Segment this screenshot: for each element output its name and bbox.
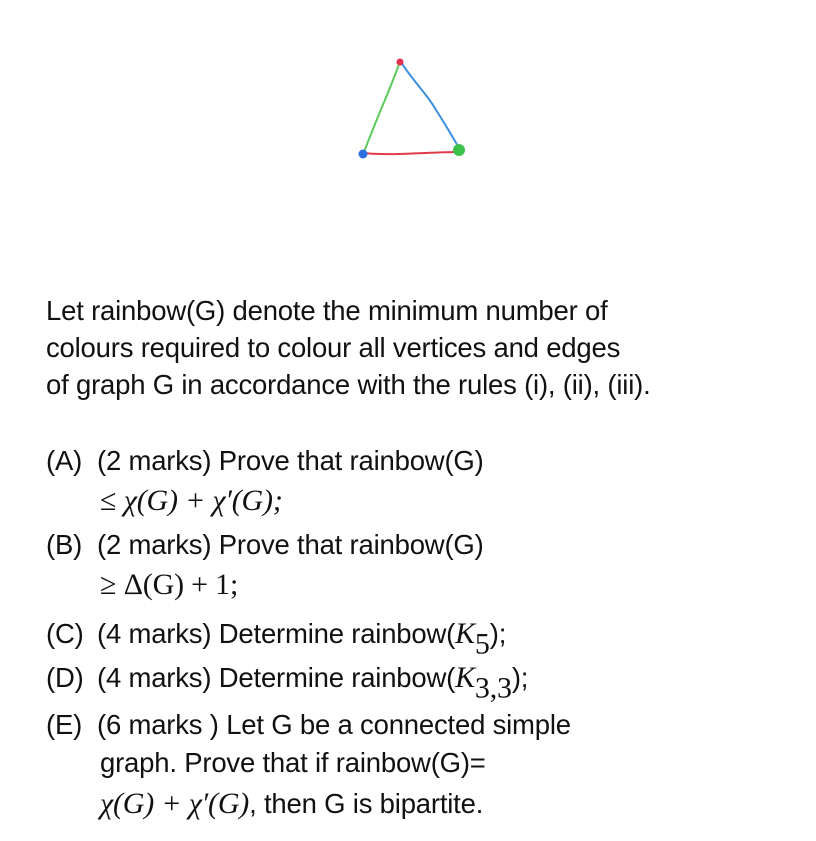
question-e-line-1: (6 marks ) Let G be a connected simple (97, 709, 571, 740)
question-c-label: (C) (46, 618, 84, 649)
intro-line-1: Let rainbow(G) denote the minimum number of (46, 295, 608, 326)
question-e-line-3-end: , then G is bipartite. (249, 788, 484, 819)
vertex-top-red (397, 59, 404, 66)
question-d-text: (4 marks) Determine rainbow( (97, 662, 456, 693)
question-a (46, 443, 484, 479)
question-e-math: χ(G) + χ′(G) (100, 787, 250, 820)
question-d-end: ); (511, 662, 529, 693)
question-a-op: ≤ (100, 484, 117, 517)
edge-right-blue (401, 62, 459, 148)
question-a-label: (A) (46, 445, 83, 476)
edge-left-green (364, 64, 399, 152)
question-e-line-3 (100, 786, 483, 822)
question-c (46, 616, 507, 661)
question-d-graph-sub: 3,3 (474, 671, 512, 705)
question-e (46, 707, 571, 743)
question-a-expr: χ(G) + χ′(G); (123, 484, 283, 517)
vertex-left-blue (359, 150, 368, 159)
question-a-math (100, 483, 283, 519)
question-c-graph: K (455, 617, 475, 650)
question-e-line-2: graph. Prove that if rainbow(G)= (100, 747, 486, 778)
triangle-graph-figure (340, 40, 490, 180)
question-b-expr: Δ(G) + 1; (123, 568, 239, 601)
vertex-right-green (453, 144, 465, 156)
question-c-graph-sub: 5 (474, 627, 490, 661)
question-b (46, 527, 484, 563)
edge-bottom-red (364, 152, 458, 154)
question-b-text: (2 marks) Prove that rainbow(G) (97, 529, 484, 560)
question-b-label: (B) (46, 529, 83, 560)
question-d-graph: K (455, 661, 475, 694)
intro-line-3: of graph G in accordance with the rules (i), (ii), (iii). (46, 369, 651, 400)
intro-paragraph (46, 292, 786, 403)
question-b-op: ≥ (100, 568, 117, 601)
question-a-text: (2 marks) Prove that rainbow(G) (97, 445, 484, 476)
question-d (46, 660, 529, 705)
question-d-label: (D) (46, 662, 84, 693)
question-c-end: ); (489, 618, 507, 649)
question-b-math (100, 567, 238, 603)
question-e-label: (E) (46, 709, 83, 740)
question-c-text: (4 marks) Determine rainbow( (97, 618, 456, 649)
intro-line-2: colours required to colour all vertices and edges (46, 332, 621, 363)
